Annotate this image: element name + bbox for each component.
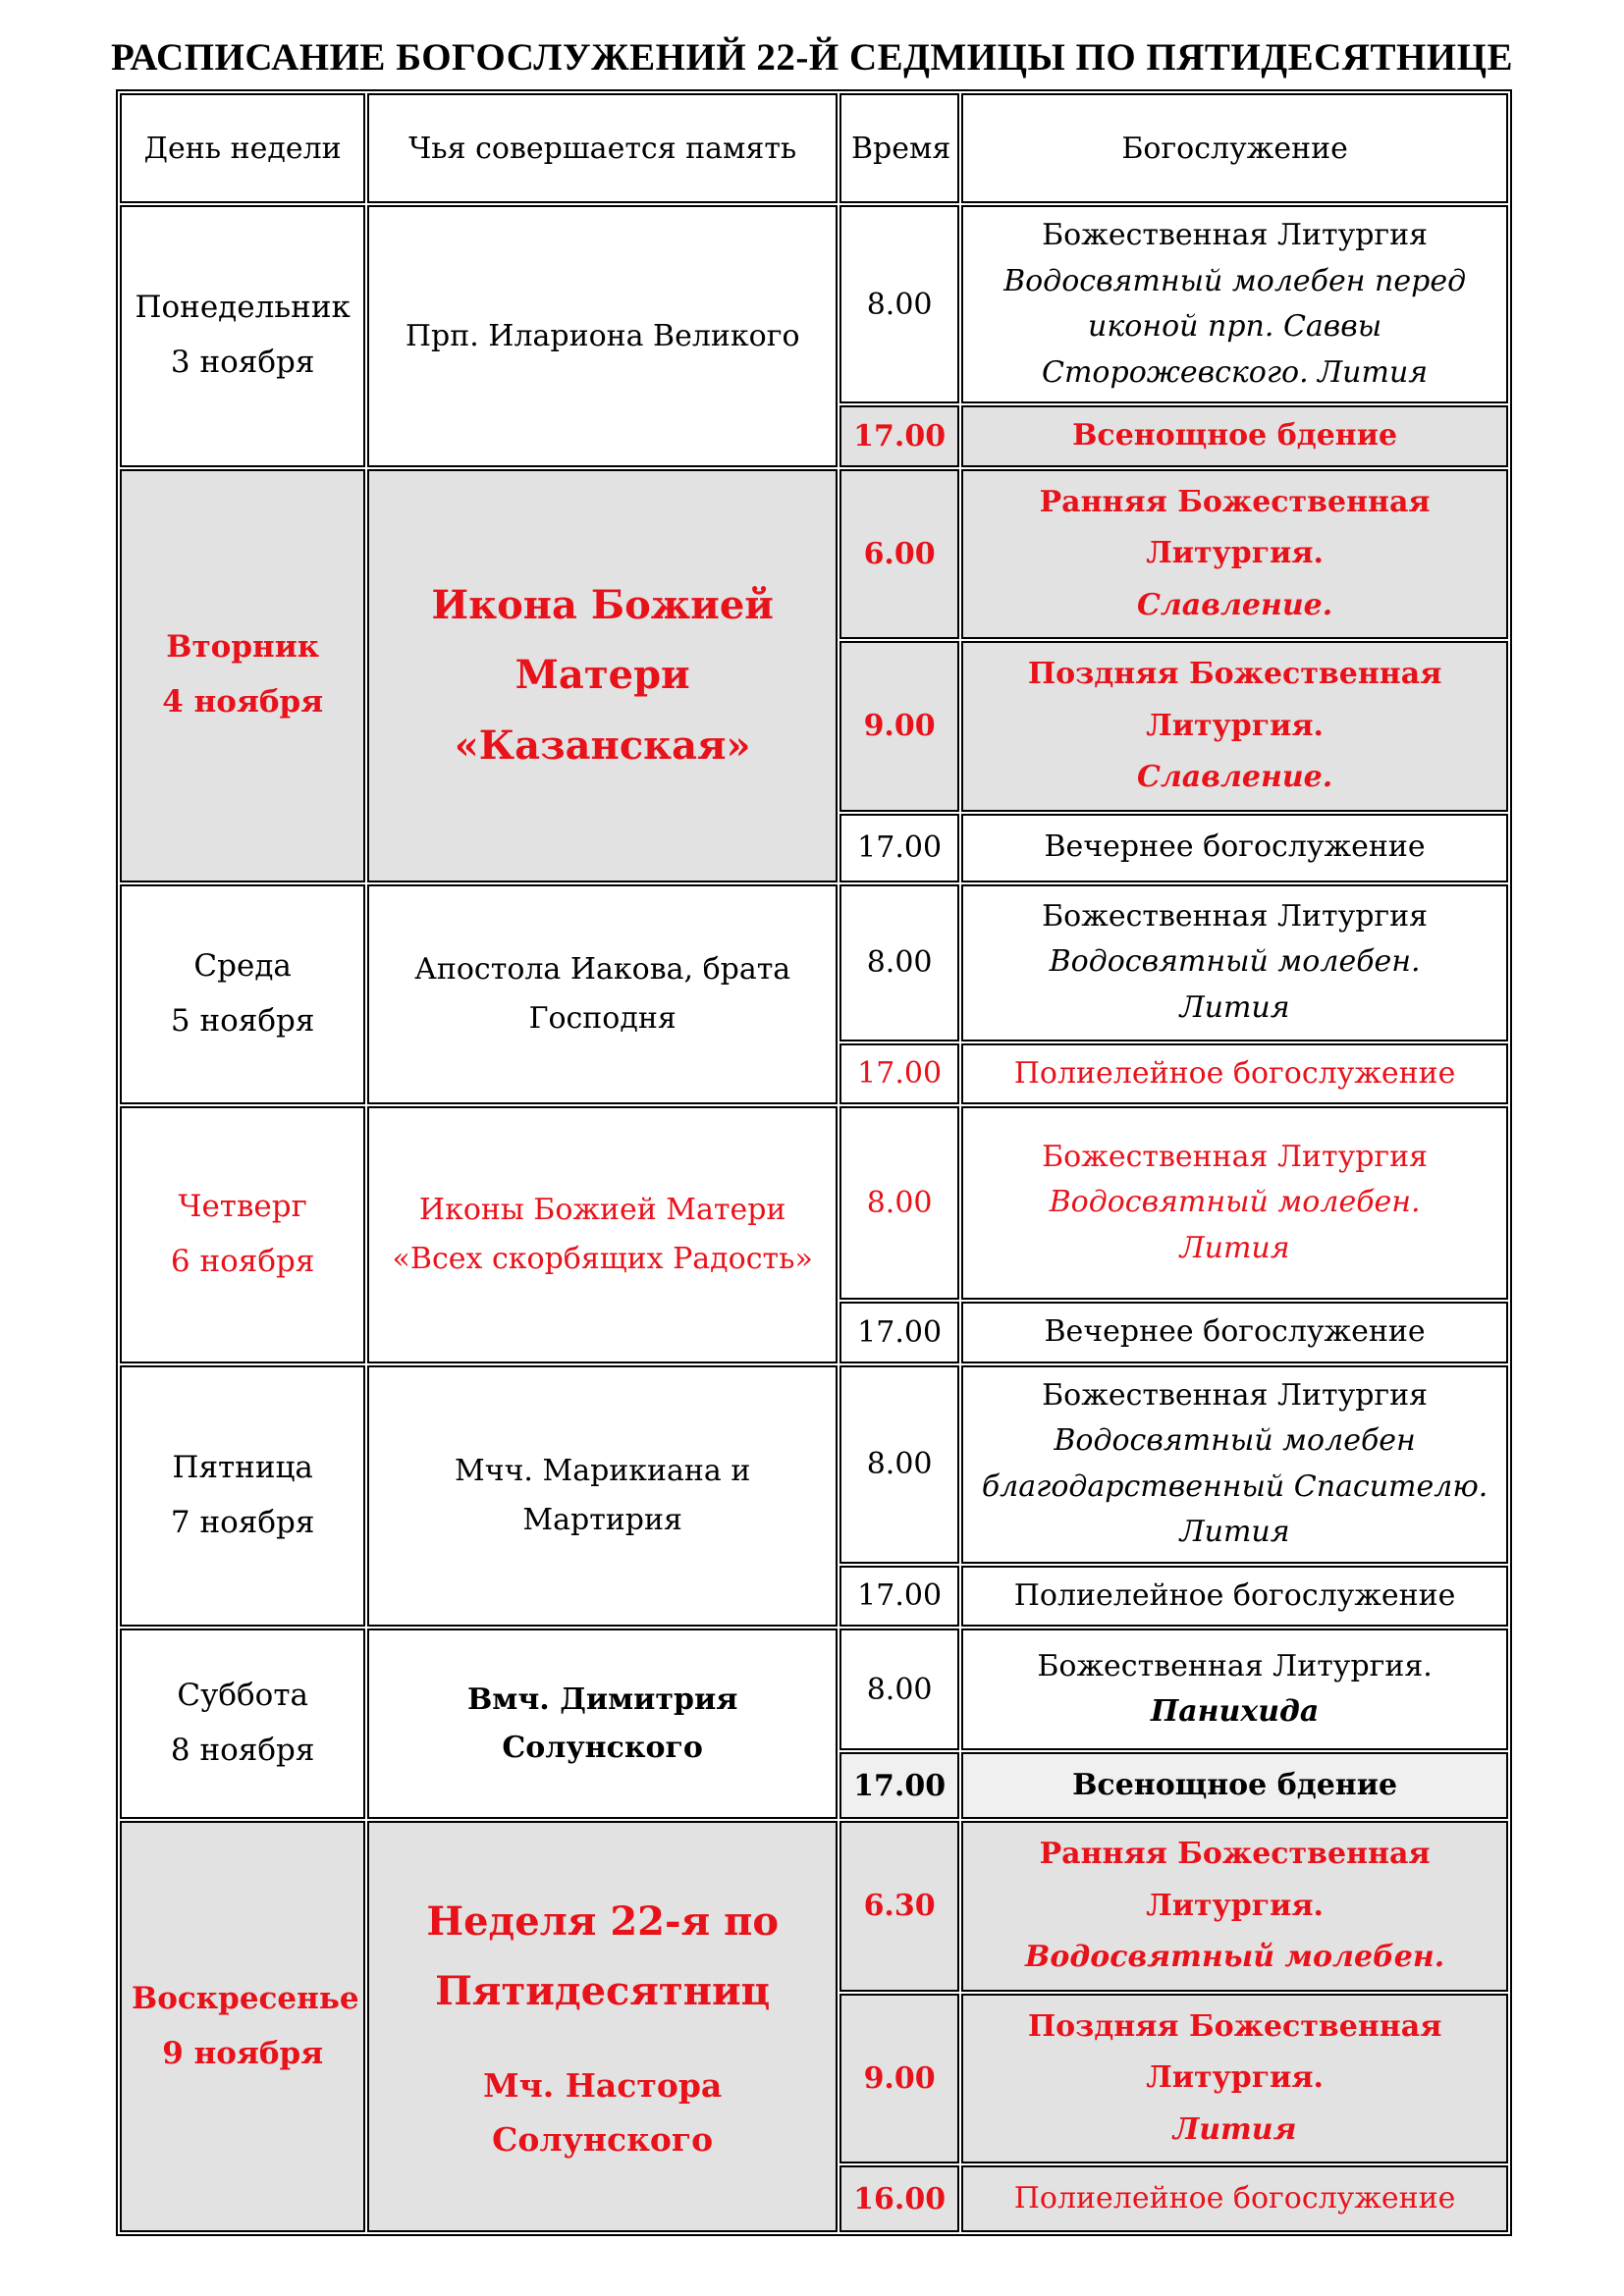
service-line: Водосвятный молебен. [1049, 944, 1421, 980]
service-cell [961, 884, 1508, 1041]
service-line: Божественная Литургия [1042, 218, 1429, 252]
service-line: Поздняя Божественная Литургия. [1027, 2008, 1442, 2095]
memory-cell-saturday [367, 1629, 838, 1819]
day-name: Воскресенье [132, 1980, 359, 2016]
day-cell-tuesday [120, 469, 365, 882]
day-name: Среда [193, 947, 292, 984]
time-cell: 8.00 [839, 1365, 959, 1564]
service-line: Славление. [1136, 587, 1333, 622]
day-date: 4 ноября [162, 684, 324, 720]
memory-line: Неделя 22-я по Пятидесятниц [426, 1897, 780, 2015]
service-cell [961, 469, 1508, 640]
memory-cell-sunday [367, 1821, 838, 2232]
time-cell: 16.00 [839, 2165, 959, 2232]
service-line: Славление. [1136, 760, 1333, 794]
table-row [120, 1106, 1508, 1300]
service-line: Водосвятный молебен. [1049, 1185, 1421, 1220]
time-cell: 17.00 [839, 405, 959, 467]
time-cell: 17.00 [839, 1566, 959, 1628]
time-cell: 9.00 [839, 1994, 959, 2164]
time-cell: 17.00 [839, 1302, 959, 1363]
time-cell: 6.30 [839, 1821, 959, 1992]
service-line: Полиелейное богослужение [1013, 1055, 1456, 1091]
service-line: Божественная Литургия [1042, 1139, 1429, 1174]
service-line: Лития [1179, 1230, 1290, 1265]
schedule-table [116, 89, 1512, 2236]
memory-cell-friday [367, 1365, 838, 1628]
service-cell [961, 1752, 1508, 1819]
day-cell-monday [120, 205, 365, 467]
memory-line: Апостола Иакова, брата Господня [414, 952, 791, 1036]
service-cell [961, 1302, 1508, 1363]
service-line: Ранняя Божественная Литургия. [1039, 484, 1431, 570]
service-cell [961, 1629, 1508, 1750]
service-cell [961, 405, 1508, 467]
service-cell [961, 641, 1508, 812]
time-cell: 8.00 [839, 1629, 959, 1750]
day-cell-thursday [120, 1106, 365, 1363]
service-line: Всенощное бдение [1072, 418, 1398, 453]
day-name: Понедельник [135, 290, 351, 326]
service-cell [961, 2165, 1508, 2232]
day-date: 3 ноября [170, 345, 315, 381]
memory-line: Мч. Настора Солунского [483, 2066, 723, 2159]
service-line: Полиелейное богослужение [1013, 2180, 1456, 2216]
memory-line: Прп. Илариона Великого [405, 318, 800, 353]
time-cell: 17.00 [839, 1043, 959, 1105]
service-cell [961, 205, 1508, 403]
table-row [120, 1821, 1508, 1992]
service-cell [961, 1043, 1508, 1105]
service-line: Панихида [1150, 1694, 1320, 1729]
memory-cell-wednesday [367, 884, 838, 1105]
table-row [120, 1365, 1508, 1564]
time-cell: 6.00 [839, 469, 959, 640]
service-line: Всенощное бдение [1072, 1767, 1398, 1802]
column-header-day: День недели [120, 93, 365, 203]
service-line: Лития [1179, 1515, 1290, 1549]
service-line: Водосвятный молебен благодарственный Спасителю. [981, 1423, 1489, 1504]
table-row [120, 205, 1508, 403]
table-row [120, 1629, 1508, 1750]
day-cell-sunday [120, 1821, 365, 2232]
day-cell-friday [120, 1365, 365, 1628]
service-line: Лития [1179, 989, 1290, 1025]
day-name: Четверг [178, 1188, 307, 1224]
table-row [120, 884, 1508, 1041]
day-date: 7 ноября [170, 1504, 315, 1540]
header-row [120, 93, 1508, 203]
memory-cell-thursday [367, 1106, 838, 1363]
time-cell: 8.00 [839, 884, 959, 1041]
day-date: 9 ноября [162, 2035, 324, 2071]
service-line: Божественная Литургия. [1037, 1648, 1433, 1683]
day-date: 5 ноября [170, 1002, 315, 1039]
service-cell [961, 1106, 1508, 1300]
service-line: Водосвятный молебен перед иконой прп. Саввы Сторожевского. Лития [1003, 263, 1467, 390]
time-cell: 17.00 [839, 1752, 959, 1819]
day-name: Вторник [166, 629, 320, 666]
service-cell [961, 1365, 1508, 1564]
service-line: Божественная Литургия [1042, 898, 1429, 934]
column-header-time: Время [839, 93, 959, 203]
day-date: 6 ноября [170, 1243, 315, 1279]
service-line: Ранняя Божественная Литургия. [1039, 1837, 1431, 1923]
memory-cell-monday [367, 205, 838, 467]
time-cell: 8.00 [839, 1106, 959, 1300]
day-cell-wednesday [120, 884, 365, 1105]
service-line: Вечернее богослужение [1044, 1314, 1426, 1349]
service-line: Вечернее богослужение [1044, 829, 1426, 865]
memory-line: Мчч. Марикиана и Мартирия [455, 1454, 751, 1537]
memory-line: Вмч. Димитрия Солунского [466, 1682, 738, 1765]
time-cell: 9.00 [839, 641, 959, 812]
memory-line: Иконы Божией Матери «Всех скорбящих Радость» [392, 1193, 813, 1276]
table-row [120, 469, 1508, 640]
memory-cell-tuesday [367, 469, 838, 882]
service-line: Лития [1172, 2111, 1297, 2147]
service-line: Поздняя Божественная Литургия. [1027, 657, 1442, 743]
day-name: Суббота [177, 1678, 308, 1714]
service-cell [961, 1994, 1508, 2164]
service-cell [961, 1566, 1508, 1628]
time-cell: 17.00 [839, 814, 959, 882]
service-cell [961, 814, 1508, 882]
memory-line: Икона Божией Матери «Казанская» [431, 582, 774, 769]
service-line: Водосвятный молебен. [1025, 1940, 1445, 1974]
day-date: 8 ноября [170, 1733, 315, 1768]
service-line: Божественная Литургия [1042, 1377, 1429, 1413]
day-cell-saturday [120, 1629, 365, 1819]
service-line: Полиелейное богослужение [1013, 1577, 1456, 1613]
page-title: РАСПИСАНИЕ БОГОСЛУЖЕНИЙ 22-Й СЕДМИЦЫ ПО ПЯТИДЕСЯТНИЦЕ [110, 36, 1513, 79]
service-cell [961, 1821, 1508, 1992]
time-cell: 8.00 [839, 205, 959, 403]
column-header-memory: Чья совершается память [367, 93, 838, 203]
column-header-service: Богослужение [961, 93, 1508, 203]
day-name: Пятница [172, 1449, 313, 1485]
